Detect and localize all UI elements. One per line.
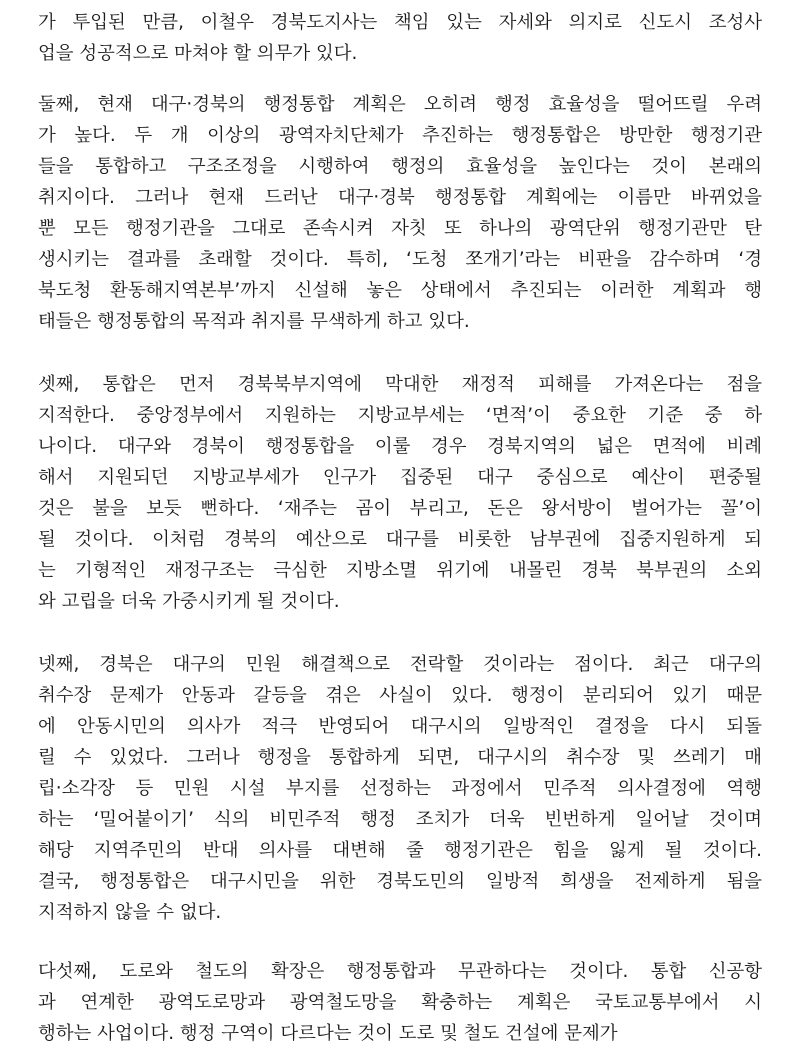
text-line: 들을 통합하고 구조조정을 시행하여 행정의 효율성을 높인다는 것이 본래의 — [38, 156, 762, 177]
text-line: 가 높다. 두 개 이상의 광역자치단체가 추진하는 행정통합은 방만한 행정기관 — [38, 125, 762, 146]
text-line: 뿐 모든 행정기관을 그대로 존속시켜 자칫 또 하나의 광역단위 행정기관만 탄 — [38, 218, 762, 239]
text-line: 나이다. 대구와 경북이 행정통합을 이룰 경우 경북지역의 넓은 면적에 비례 — [38, 436, 762, 457]
text-line: 가 투입된 만큼, 이철우 경북도지사는 책임 있는 자세와 의지로 신도시 조성사 — [38, 12, 762, 33]
text-line: 는 기형적인 재정구조는 극심한 지방소멸 위기에 내몰린 경북 북부권의 소외 — [38, 560, 762, 581]
text-line: 지적하지 않을 수 없다. — [38, 902, 222, 923]
text-line: 해당 지역주민의 반대 의사를 대변해 줄 행정기관은 힘을 잃게 될 것이다. — [38, 840, 762, 861]
text-line: 다섯째, 도로와 철도의 확장은 행정통합과 무관하다는 것이다. 통합 신공항 — [38, 961, 762, 982]
text-line: 결국, 행정통합은 대구시민을 위한 경북도민의 일방적 희생을 전제하게 됨을 — [38, 871, 762, 892]
text-line: 될 것이다. 이처럼 경북의 예산으로 대구를 비롯한 남부권에 집중지원하게 되 — [38, 529, 762, 550]
text-line: 취지이다. 그러나 현재 드러난 대구·경북 행정통합 계획에는 이름만 바뀌었을 — [38, 187, 762, 208]
text-line: 둘째, 현재 대구·경북의 행정통합 계획은 오히려 행정 효율성을 떨어뜨릴 우려 — [38, 94, 762, 115]
text-line: 와 고립을 더욱 가중시키게 될 것이다. — [38, 591, 340, 612]
text-line: 지적한다. 중앙정부에서 지원하는 지방교부세는 ‘면적’이 중요한 기준 중 하 — [38, 405, 762, 426]
text-line: 해서 지원되던 지방교부세가 인구가 집중된 대구 중심으로 예산이 편중될 — [38, 467, 762, 488]
text-line: 북도청 환동해지역본부’까지 신설해 놓은 상태에서 추진되는 이러한 계획과 행 — [38, 280, 762, 301]
text-line: 립·소각장 등 민원 시설 부지를 선정하는 과정에서 민주적 의사결정에 역행 — [38, 778, 762, 799]
text-line: 넷째, 경북은 대구의 민원 해결책으로 전락할 것이라는 점이다. 최근 대구의 — [38, 654, 762, 675]
text-line: 릴 수 있었다. 그러나 행정을 통합하게 되면, 대구시의 취수장 및 쓰레기 매 — [38, 747, 762, 768]
text-line: 것은 불을 보듯 뻔하다. ‘재주는 곰이 부리고, 돈은 왕서방이 벌어가는 꼴’이 — [38, 498, 762, 519]
text-line: 생시키는 결과를 초래할 것이다. 특히, ‘도청 쪼개기’라는 비판을 감수하며 ‘경 — [38, 249, 762, 270]
text-line: 과 연계한 광역도로망과 광역철도망을 확충하는 계획은 국토교통부에서 시 — [38, 992, 762, 1013]
text-line: 셋째, 통합은 먼저 경북북부지역에 막대한 재정적 피해를 가져온다는 점을 — [38, 374, 762, 395]
text-line: 태들은 행정통합의 목적과 취지를 무색하게 하고 있다. — [38, 311, 470, 332]
text-line: 업을 성공적으로 마쳐야 할 의무가 있다. — [38, 43, 358, 64]
text-line: 취수장 문제가 안동과 갈등을 겪은 사실이 있다. 행정이 분리되어 있기 때문 — [38, 685, 762, 706]
text-line: 행하는 사업이다. 행정 구역이 다르다는 것이 도로 및 철도 건설에 문제가 — [38, 1023, 618, 1044]
text-line: 하는 ‘밀어붙이기’ 식의 비민주적 행정 조치가 더욱 빈번하게 일어날 것이며 — [38, 809, 762, 830]
text-line: 에 안동시민의 의사가 적극 반영되어 대구시의 일방적인 결정을 다시 되돌 — [38, 716, 762, 737]
